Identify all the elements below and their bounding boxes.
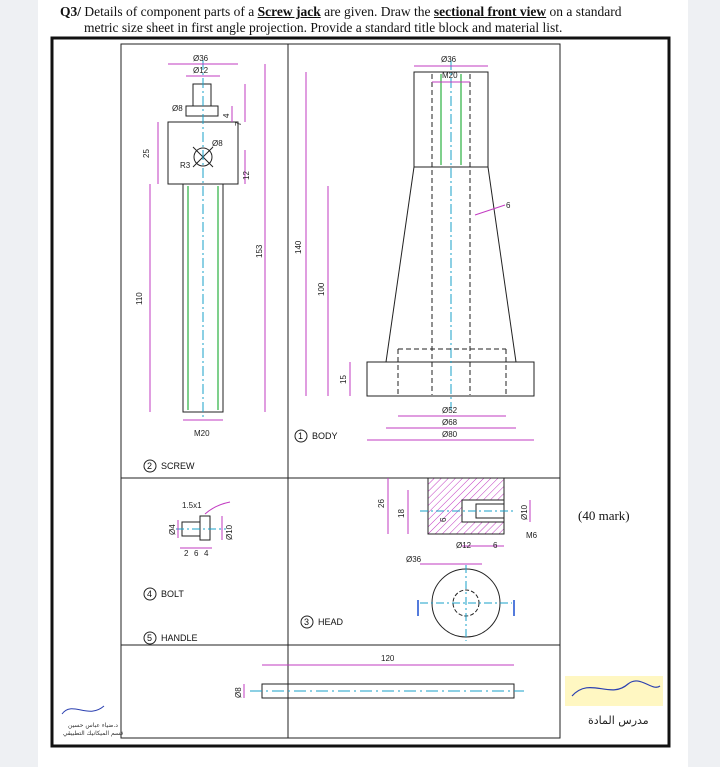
dim-head-d12: Ø12 bbox=[456, 541, 472, 550]
teacher-stamp bbox=[58, 722, 128, 738]
question-text-1: Details of component parts of a bbox=[81, 4, 258, 19]
dim-head-m6: M6 bbox=[526, 531, 538, 540]
dim-head-26: 26 bbox=[377, 499, 386, 508]
dim-screw-12: 12 bbox=[242, 171, 251, 180]
dim-handle-d8: Ø8 bbox=[234, 687, 243, 698]
bolt-caption: BOLT bbox=[161, 589, 184, 599]
dim-bolt-6: 6 bbox=[194, 549, 199, 558]
stamp-scribble bbox=[62, 706, 104, 714]
dim-body-d68: Ø68 bbox=[442, 418, 458, 427]
bolt-number: 4 bbox=[147, 589, 153, 599]
dim-body-d80: Ø80 bbox=[442, 430, 458, 439]
stamp-line-2: قسم الميكانيك التطبيقي bbox=[62, 730, 124, 737]
dim-body-m20: M20 bbox=[442, 71, 458, 80]
dim-body-taper-6: 6 bbox=[506, 201, 511, 210]
dim-bolt-2: 2 bbox=[184, 549, 189, 558]
head-number: 3 bbox=[304, 617, 310, 627]
question-line-2: metric size sheet in first angle projection. Provide a standard title block and material list. bbox=[84, 20, 563, 35]
dim-head-d10: Ø10 bbox=[520, 504, 529, 520]
dim-screw-25: 25 bbox=[142, 149, 151, 158]
handle-caption: HANDLE bbox=[161, 633, 198, 643]
dim-head-18: 18 bbox=[397, 509, 406, 518]
screw-drawing bbox=[150, 60, 265, 420]
dim-head-d36: Ø36 bbox=[406, 555, 422, 564]
view-name: sectional front view bbox=[433, 4, 547, 19]
teacher-signature-label: مدرس المادة bbox=[588, 714, 649, 727]
dim-bolt-4: 4 bbox=[204, 549, 209, 558]
dim-screw-d36: Ø36 bbox=[193, 54, 209, 63]
dim-screw-d12: Ø12 bbox=[193, 66, 209, 75]
handle-drawing bbox=[244, 665, 524, 698]
signature-highlight bbox=[565, 676, 663, 706]
dim-screw-r3: R3 bbox=[180, 161, 191, 170]
marks-label: (40 mark) bbox=[578, 508, 630, 523]
dim-bolt-d4: Ø4 bbox=[168, 524, 177, 535]
question-number: Q3/ bbox=[60, 4, 82, 19]
dim-screw-m20: M20 bbox=[194, 429, 210, 438]
dim-head-6b: 6 bbox=[493, 541, 498, 550]
handle-number: 5 bbox=[147, 633, 153, 643]
dim-screw-4: 4 bbox=[222, 113, 231, 118]
dim-screw-hole-d8: Ø8 bbox=[212, 139, 223, 148]
dim-bolt-d10: Ø10 bbox=[225, 524, 234, 540]
dim-screw-153: 153 bbox=[255, 244, 264, 258]
dim-body-d52: Ø52 bbox=[442, 406, 458, 415]
dim-body-15: 15 bbox=[339, 375, 348, 384]
part-name: Screw jack bbox=[257, 4, 321, 19]
screw-number: 2 bbox=[147, 461, 153, 471]
dim-screw-110: 110 bbox=[135, 292, 144, 305]
dim-head-6: 6 bbox=[439, 517, 448, 522]
dim-handle-120: 120 bbox=[381, 654, 395, 663]
dim-body-d36: Ø36 bbox=[441, 55, 457, 64]
question-text-2: are given. Draw the bbox=[320, 4, 434, 19]
dim-screw-d8: Ø8 bbox=[172, 104, 183, 113]
stamp-line-1: د.ضياء عباس حسين bbox=[68, 722, 118, 729]
screw-caption: SCREW bbox=[161, 461, 195, 471]
dim-screw-7: 7 bbox=[234, 121, 243, 126]
question-text-3: on a standard bbox=[546, 4, 622, 19]
head-caption: HEAD bbox=[318, 617, 344, 627]
body-number: 1 bbox=[298, 431, 304, 441]
dim-bolt-thread: 1.5x1 bbox=[182, 501, 202, 510]
dim-body-140: 140 bbox=[294, 240, 303, 254]
dim-body-100: 100 bbox=[317, 282, 326, 296]
body-caption: BODY bbox=[312, 431, 338, 441]
